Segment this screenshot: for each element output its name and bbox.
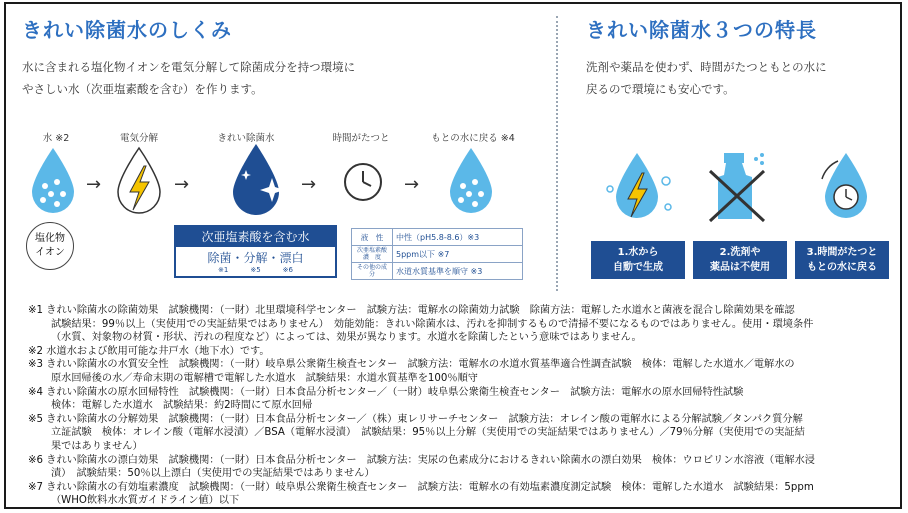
- left-desc-line-1: 水に含まれる塩化物イオンを電気分解して除菌成分を持つ環境に: [22, 60, 356, 74]
- spec-key: 次亜塩素酸濃 度: [352, 246, 393, 263]
- footnote-line: 原水回帰後の水／寿命末期の電解槽で電解した水道水 試験結果：水道水質基準を100％順守: [51, 372, 478, 384]
- footnote-line: （WHO飲料水水質ガイドライン値）以下: [51, 495, 240, 507]
- spec-row: [352, 246, 523, 263]
- chloride-ion-badge: [26, 222, 74, 270]
- infographic-frame: [4, 2, 902, 509]
- step-label-return-to-water: もとの水に戻る ※4: [431, 133, 515, 144]
- feature-1-line2: 自動で生成: [613, 262, 663, 273]
- returned-water-drop-icon: [446, 146, 496, 216]
- footnotes: [28, 304, 898, 508]
- arrow-right-icon: →: [404, 174, 420, 195]
- right-description: [586, 56, 827, 100]
- footnote-line: （水質、対象物の材質・形状、汚れの程度など）によっては、効果が異なります。水道水を除菌したという意味ではありません。: [51, 332, 642, 344]
- clean-water-drop-icon: [228, 142, 288, 218]
- footnote-line: 試験結果：99％以上（実使用での実証結果ではありません） 効能効能：きれい除菌水は、汚れを抑制するもので清掃不要になるものではありません。使用・環境条件: [51, 318, 814, 330]
- spec-value: 中性（pH5.8-8.6）※3: [393, 229, 523, 246]
- feature-2-line2: 薬品は不使用: [710, 262, 770, 273]
- footnote-line: 立証試験 検体：オレイン酸（電解水浸漬）／BSA（電解水浸漬） 試験結果：95％以上分解（実使用での実証結果ではありません）／79％分解（実使用での実証結: [51, 427, 805, 439]
- spec-key: 液 性: [352, 229, 393, 246]
- ref-1: ※1: [218, 266, 229, 274]
- clock-icon: [342, 161, 384, 203]
- arrow-right-icon: →: [301, 174, 317, 195]
- water-drop-icon: [28, 146, 78, 216]
- water-lightning-icon: [604, 149, 674, 225]
- footnote-line: ※2 水道水および飲用可能な井戸水（地下水）です。: [28, 345, 270, 357]
- chloride-label-1: 塩化物: [35, 233, 65, 244]
- spec-table: [351, 228, 523, 280]
- ref-6: ※6: [282, 266, 293, 274]
- section-divider: [556, 16, 558, 291]
- step-label-electrolysis: 電気分解: [119, 133, 158, 144]
- right-desc-line-2: 戻るので環境にも安心です。: [586, 82, 735, 96]
- footnote-line: 漬） 試験結果：50％以上漂白（実使用での実証結果ではありません）: [51, 468, 375, 480]
- feature-badge-2: [693, 241, 787, 279]
- hypochlorous-heading: 次亜塩素酸を含む水: [176, 227, 335, 247]
- feature-3-line1: 3.時間がたつと: [806, 247, 878, 258]
- footnote-line: ※6 きれい除菌水の漂白効果 試験機関：（一財）日本食品分析センター 試験方法：実尿の色素成分におけるきれい除菌水の漂白効果 検体：ウロビリン水溶液（電解水浸: [28, 454, 815, 466]
- feature-badge-3: [795, 241, 889, 279]
- chloride-label-2: イオン: [35, 247, 65, 258]
- hypochlorous-water-box: [174, 225, 337, 278]
- footnote-line: ※1 きれい除菌水の除菌効果 試験機関：（一財）北里環境科学センター 試験方法：電解水の除菌効力試験 除菌方法：電解した水道水と菌液を混合し除菌効果を確認: [28, 305, 795, 316]
- arrow-right-icon: →: [174, 174, 190, 195]
- footnote-line: ※4 きれい除菌水の原水回帰特性 試験機関：（一財）日本食品分析センター／（一財）岐阜県公衆衛生検査センター 試験方法：電解水の原水回帰特性試験: [28, 386, 744, 398]
- footnote-line: 果ではありません）: [51, 440, 143, 452]
- left-desc-line-2: やさしい水（次亜塩素酸を含む）を作ります。: [22, 82, 263, 96]
- footnote-line: ※3 きれい除菌水の水質安全性 試験機関：（一財）岐阜県公衆衛生検査センター 試験方法：電解水の水道水質基準適合性調査試験 検体：電解した水道水／電解水の: [28, 359, 795, 371]
- feature-1-line1: 1.水から: [617, 247, 659, 258]
- footnote-line: 検体：電解した水道水 試験結果：約2時間にて原水回帰: [51, 400, 313, 412]
- ref-5: ※5: [250, 266, 261, 274]
- effects-refs: [176, 266, 335, 274]
- lightning-drop-icon: [114, 146, 164, 216]
- feature-badge-1: [591, 241, 685, 279]
- arrow-right-icon: →: [86, 174, 102, 195]
- spec-row: [352, 229, 523, 246]
- step-label-clean-water: きれい除菌水: [217, 133, 275, 144]
- spec-value: 5ppm以下 ※7: [393, 246, 523, 263]
- spec-key: その他の成 分: [352, 263, 393, 280]
- time-return-icon: [816, 149, 876, 225]
- step-label-water: 水 ※2: [42, 133, 70, 144]
- spec-value: 水道水質基準を順守 ※3: [393, 263, 523, 280]
- footnote-line: ※7 きれい除菌水の有効塩素濃度 試験機関：（一財）岐阜県公衆衛生検査センター 試験方法：電解水の有効塩素濃度測定試験 検体：電解した水道水 試験結果：5ppm: [28, 481, 814, 493]
- feature-3-line2: もとの水に戻る: [807, 262, 877, 273]
- footnote-line: ※5 きれい除菌水の分解効果 試験機関：（一財）日本食品分析センター／（株）東レリサーチセンター 試験方法：オレイン酸の電解水による分解試験／タンパク質分解: [28, 413, 803, 425]
- left-description: [22, 56, 355, 100]
- right-title: きれい除菌水３つの特長: [586, 18, 817, 42]
- feature-2-line1: 2.洗剤や: [719, 247, 761, 258]
- no-detergent-icon: [704, 149, 774, 225]
- spec-row: [352, 263, 523, 280]
- left-title: きれい除菌水のしくみ: [22, 18, 232, 42]
- step-label-time-passes: 時間がたつと: [332, 133, 390, 144]
- right-desc-line-1: 洗剤や薬品を使わず、時間がたつともとの水に: [586, 60, 827, 74]
- effects-label: 除菌・分解・漂白: [207, 251, 304, 265]
